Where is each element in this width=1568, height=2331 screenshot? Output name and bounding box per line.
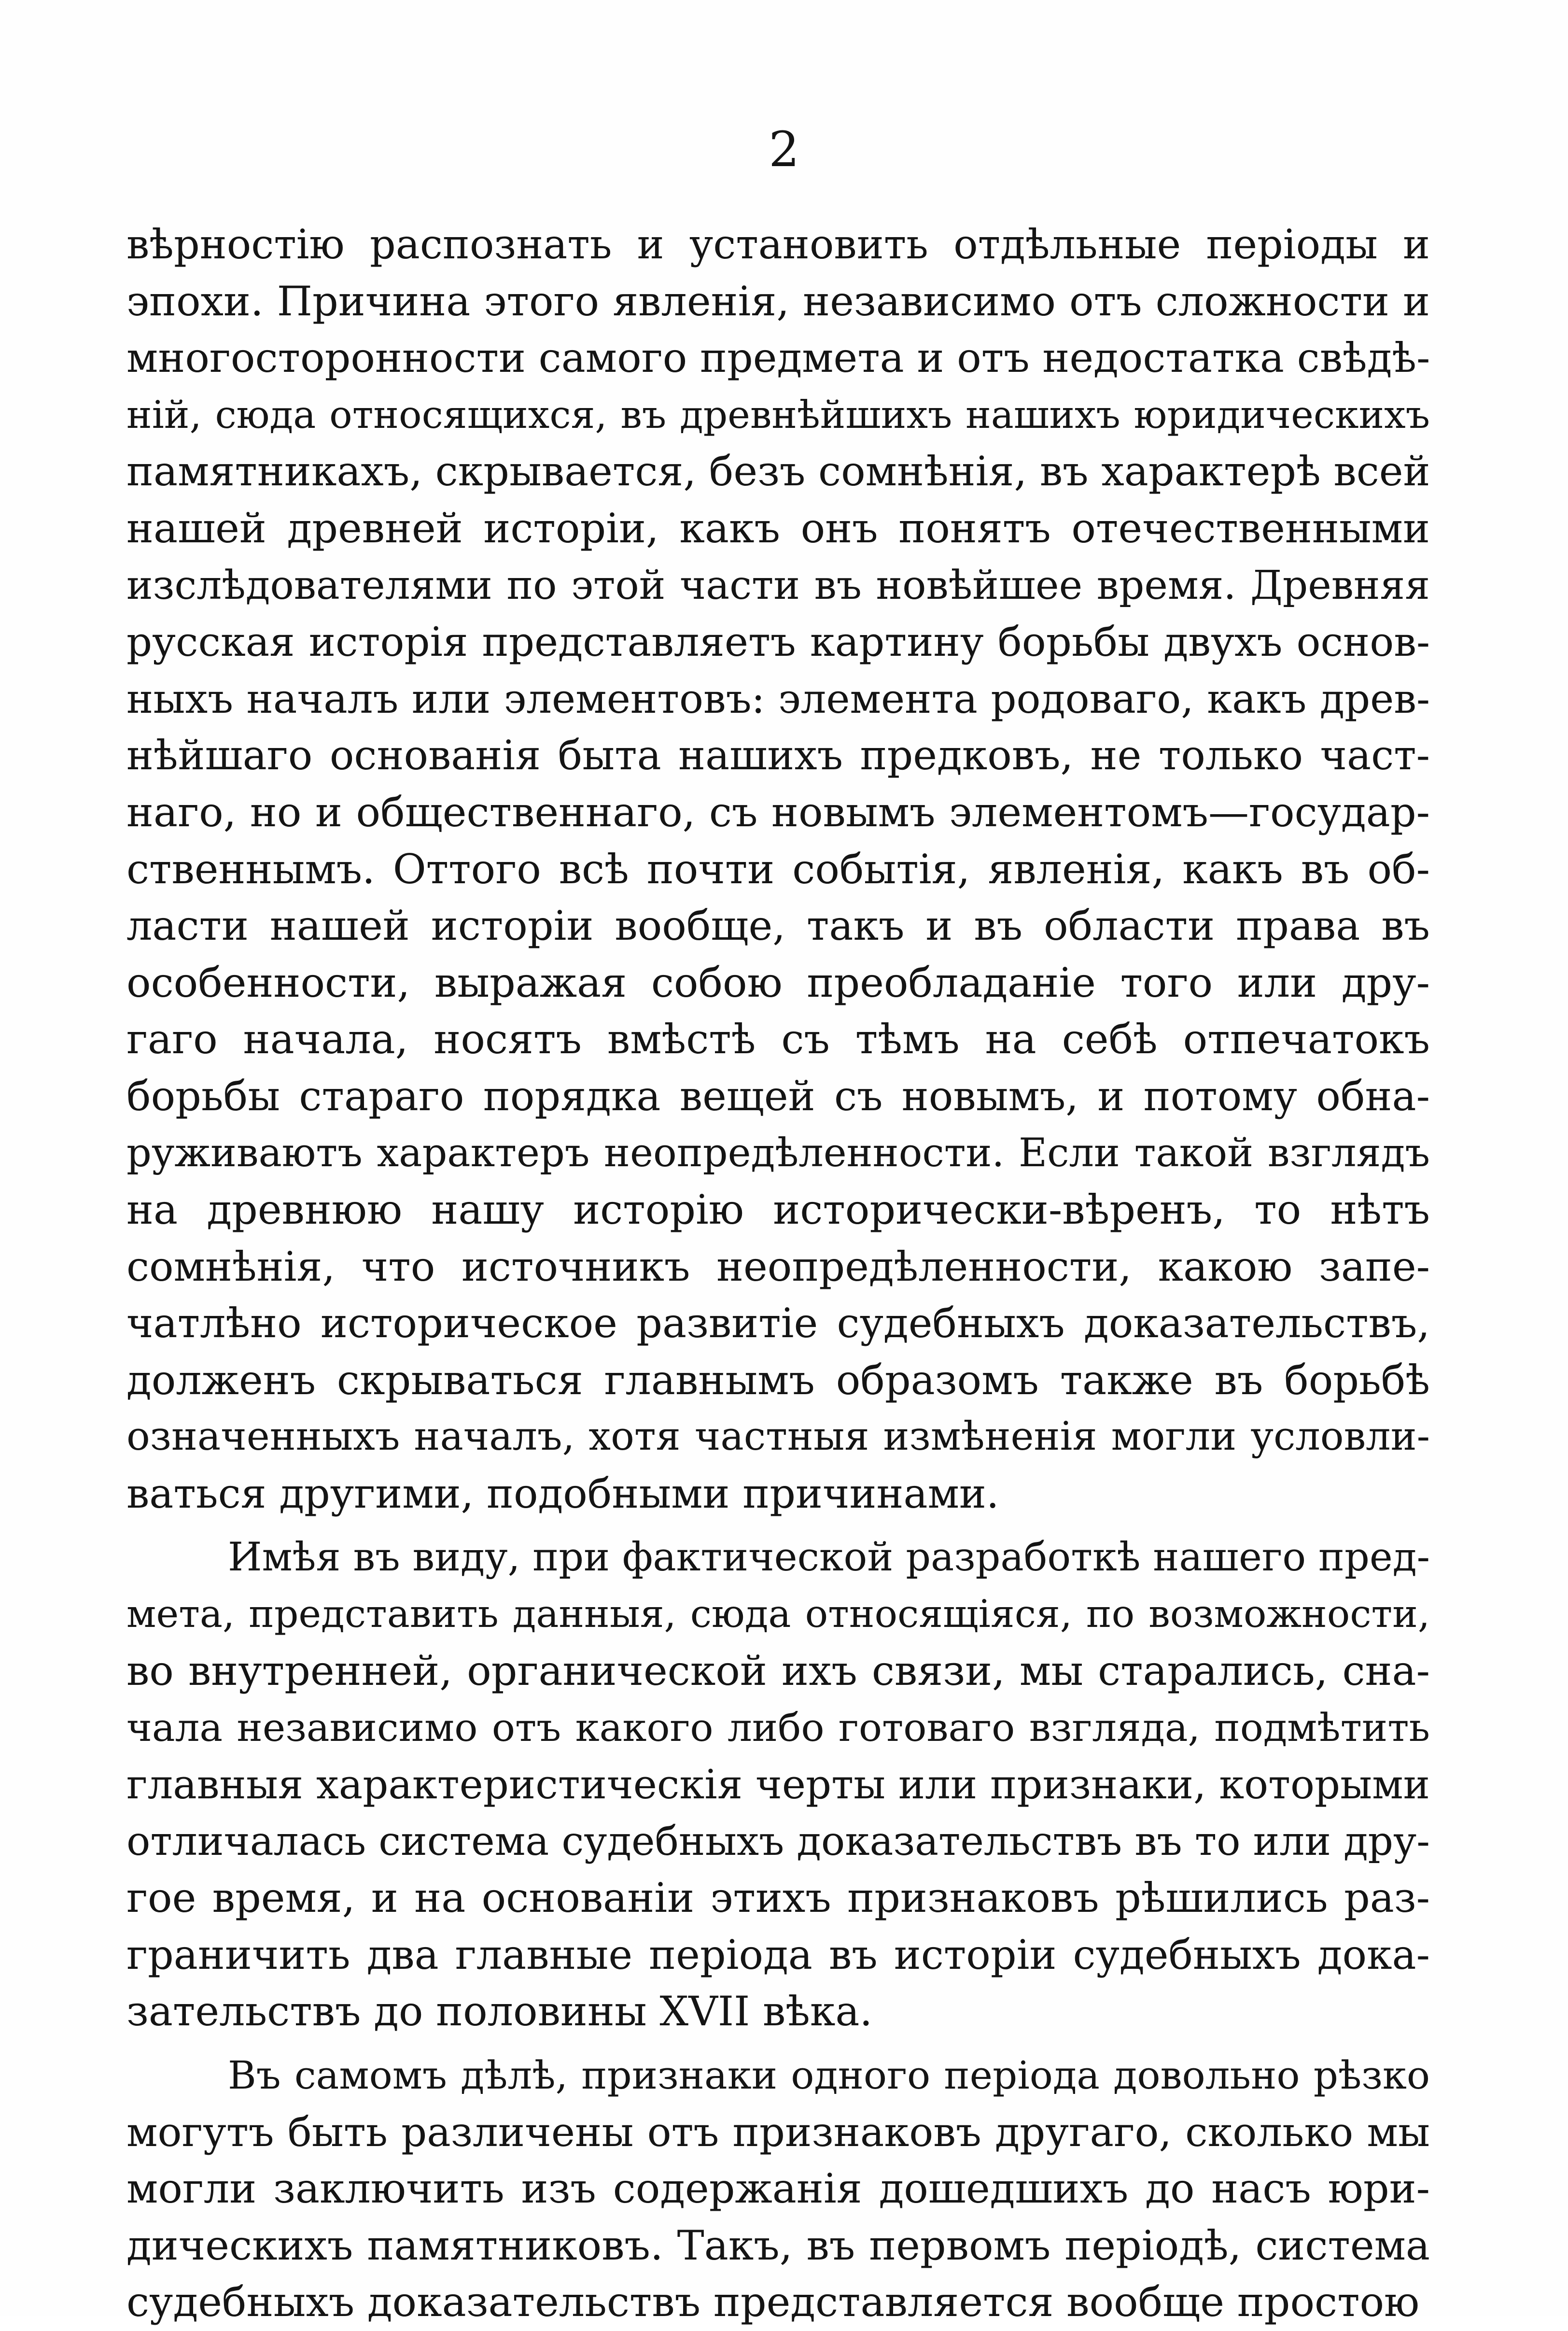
page-number: 2 — [769, 121, 799, 178]
text-line: чатлѣно историческое развитіе судебныхъ доказательствъ, — [126, 1300, 1430, 1347]
text-line: мета, представить данныя, сюда относящіяся, по возможности, — [126, 1592, 1430, 1637]
text-line: долженъ скрываться главнымъ образомъ также въ борьбѣ — [126, 1356, 1430, 1404]
text-line: ласти нашей исторіи вообще, такъ и въ области права въ — [126, 902, 1430, 950]
body-text — [126, 216, 1430, 2331]
text-line: могутъ быть различены отъ признаковъ другаго, сколько мы — [126, 2108, 1430, 2156]
text-line: ственнымъ. Оттого всѣ почти событія, явленія, какъ въ об- — [126, 845, 1430, 893]
text-line: во внутренней, органической ихъ связи, мы старались, сна- — [126, 1647, 1430, 1695]
text-line: вѣрностію распознать и установить отдѣльные періоды и — [126, 221, 1430, 268]
text-line: могли заключить изъ содержанія дошедшихъ до насъ юри- — [126, 2165, 1430, 2213]
text-line: борьбы стараго порядка вещей съ новымъ, и потому обна- — [126, 1072, 1430, 1120]
text-line: нашей древней исторіи, какъ онъ понятъ отечественными — [126, 504, 1430, 552]
text-line: русская исторія представляетъ картину борьбы двухъ основ- — [126, 619, 1430, 666]
text-line: сомнѣнія, что источникъ неопредѣленности, какою запе- — [126, 1243, 1430, 1290]
text-line: на древнюю нашу исторію исторически-вѣренъ, то нѣтъ — [126, 1186, 1430, 1234]
text-line: означенныхъ началъ, хотя частныя измѣненія могли условли- — [126, 1414, 1430, 1460]
paragraph — [126, 1529, 1430, 2040]
text-line: изслѣдователями по этой части въ новѣйшее время. Древняя — [126, 562, 1430, 608]
text-line: памятникахъ, скрывается, безъ сомнѣнія, въ характерѣ всей — [126, 448, 1430, 495]
text-line: судебныхъ доказательствъ представляется вообще простою — [126, 2278, 1420, 2326]
paragraph-gap — [126, 2040, 1430, 2047]
text-line: главныя характеристическія черты или признаки, которыми — [126, 1761, 1430, 1808]
paragraph — [126, 216, 1430, 1523]
text-line: руживаютъ характеръ неопредѣленности. Если такой взглядъ — [126, 1130, 1430, 1176]
text-line: дическихъ памятниковъ. Такъ, въ первомъ періодѣ, система — [126, 2221, 1430, 2269]
text-line: наго, но и общественнаго, съ новымъ элементомъ—государ- — [126, 788, 1430, 836]
text-line: гое время, и на основаніи этихъ признаковъ рѣшились раз- — [126, 1874, 1430, 1922]
text-line: отличалась система судебныхъ доказательствъ въ то или дру- — [126, 1818, 1430, 1865]
text-line: эпохи. Причина этого явленія, независимо отъ сложности и — [126, 277, 1430, 325]
text-line: особенности, выражая собою преобладаніе того или дру- — [126, 959, 1430, 1006]
text-line: гаго начала, носятъ вмѣстѣ съ тѣмъ на себѣ отпечатокъ — [126, 1016, 1430, 1063]
text-line: ній, сюда относящихся, въ древнѣйшихъ нашихъ юридическихъ — [126, 392, 1430, 437]
text-line: ныхъ началъ или элементовъ: элемента родоваго, какъ древ- — [126, 675, 1430, 722]
paragraph-gap — [126, 1523, 1430, 1529]
text-line: Въ самомъ дѣлѣ, признаки одного періода довольно рѣзко — [228, 2053, 1430, 2098]
text-line: Имѣя въ виду, при фактической разработкѣ нашего пред- — [228, 1534, 1430, 1580]
text-line: граничить два главные періода въ исторіи судебныхъ дока- — [126, 1931, 1430, 1978]
text-line: нѣйшаго основанія быта нашихъ предковъ, не только част- — [126, 732, 1430, 779]
text-line: зательствъ до половины XVII вѣка. — [126, 1988, 873, 2035]
text-line: многосторонности самого предмета и отъ недостатка свѣдѣ- — [126, 334, 1430, 382]
paragraph — [126, 2047, 1430, 2331]
text-line: чала независимо отъ какого либо готоваго взгляда, подмѣтить — [126, 1705, 1430, 1751]
text-line: ваться другими, подобными причинами. — [126, 1470, 999, 1518]
